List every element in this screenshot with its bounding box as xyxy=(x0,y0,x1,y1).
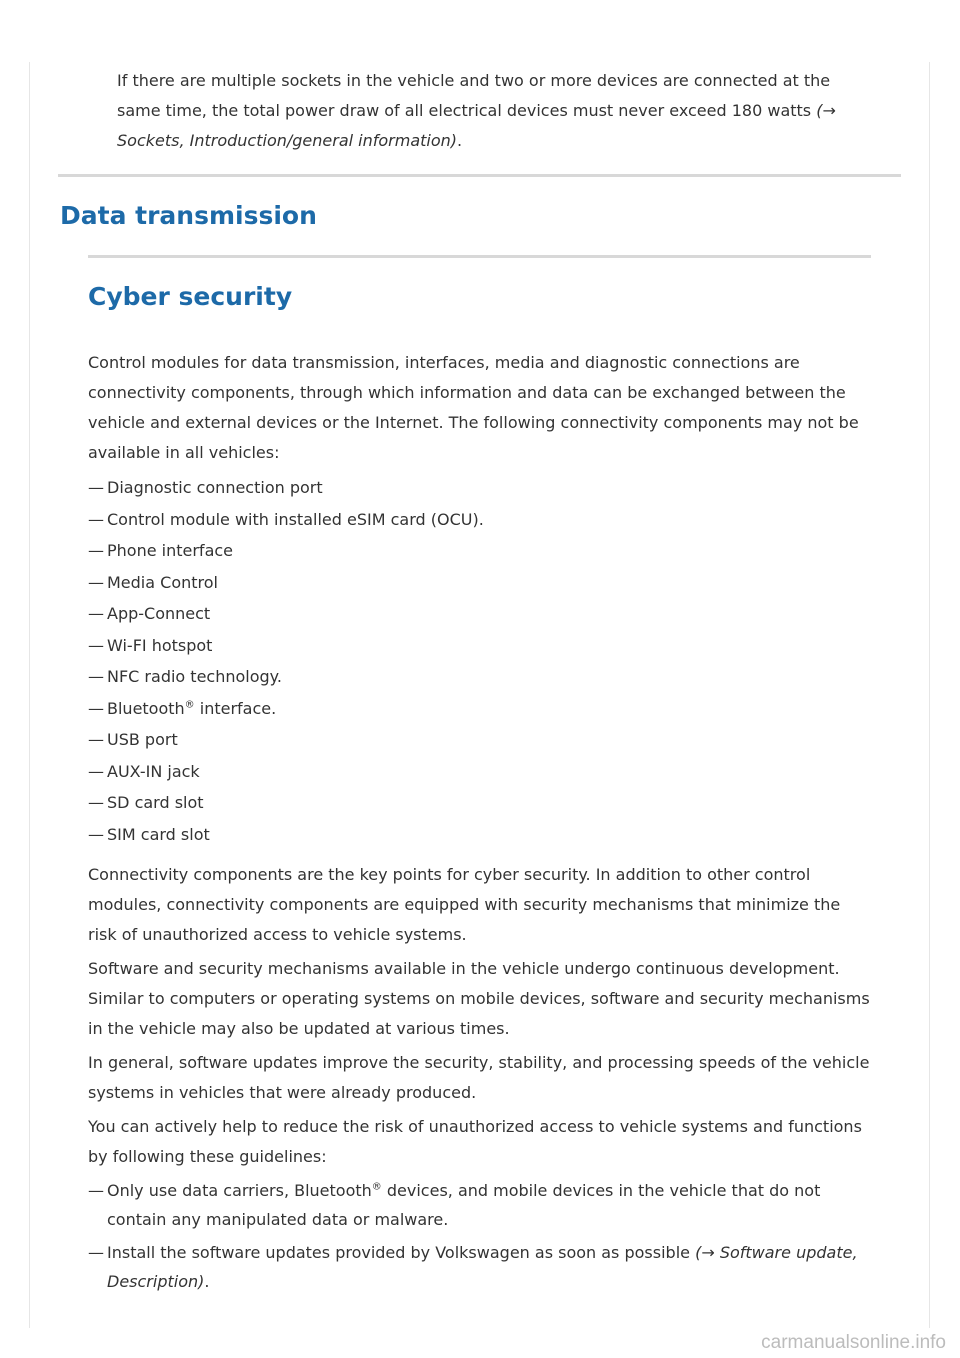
list-dash: — xyxy=(88,761,104,781)
list-item xyxy=(88,724,873,756)
section-title: Data transmission xyxy=(60,201,317,230)
list-item-text: Phone interface xyxy=(107,541,234,560)
guideline-text: Only use data carriers, Bluetooth xyxy=(107,1181,372,1200)
list-dash: — xyxy=(88,541,104,560)
list-item-text: USB port xyxy=(107,730,178,749)
cyber-security-paragraph: Connectivity components are the key points for cyber security. In addition to other control modules, connectivity components are equipped with security mechanisms that minimize the risk of unauthorized access to vehicle systems. xyxy=(88,865,841,944)
section-divider xyxy=(58,174,901,177)
list-dash: — xyxy=(88,730,104,749)
list-item xyxy=(88,693,873,725)
list-item xyxy=(88,819,873,851)
connectivity-components-list xyxy=(88,472,873,850)
list-dash: — xyxy=(88,509,104,529)
connectivity-intro-paragraph: Control modules for data transmission, interfaces, media and diagnostic connections are connectivity components, through which information and data can be exchanged between the vehicle and external devices or the Internet. The following connectivity components may not be available in all vehicles: xyxy=(88,353,859,462)
guidelines-list xyxy=(88,1176,873,1296)
subsection-divider xyxy=(88,255,871,258)
list-item xyxy=(88,756,873,788)
subsection-title: Cyber security xyxy=(88,282,293,311)
watermark-text: carmanualsonline.info xyxy=(761,1332,946,1353)
intro-paragraph: If there are multiple sockets in the vehicle and two or more devices are connected at the same time, the total power draw of all electrical devices must never exceed 180 watts (→ Sockets, Introduction/general information). xyxy=(117,71,836,150)
list-item-text: Diagnostic connection port xyxy=(107,478,323,497)
list-item-text: Control module with installed eSIM card (OCU). xyxy=(107,509,484,529)
software-updates-paragraph: In general, software updates improve the security, stability, and processing speeds of the vehicle systems in vehicles that were already produced. xyxy=(88,1053,870,1102)
list-item-text: Bluetooth xyxy=(107,698,185,718)
list-item xyxy=(88,504,873,536)
list-dash: — xyxy=(88,478,104,497)
list-dash: — xyxy=(88,698,104,718)
list-item-text: AUX-IN jack xyxy=(107,761,200,781)
list-item xyxy=(88,535,873,567)
list-item xyxy=(88,630,873,662)
guideline-item xyxy=(88,1238,873,1296)
list-item-text-rest: interface. xyxy=(194,698,277,718)
left-margin-line xyxy=(29,62,30,1328)
list-item xyxy=(88,472,873,504)
list-item xyxy=(88,598,873,630)
list-item-text: SD card slot xyxy=(107,793,204,812)
list-item xyxy=(88,661,873,693)
list-item-text: Wi-FI hotspot xyxy=(107,635,213,655)
sockets-cross-reference-link[interactable]: (→ Sockets, Introduction/general information) xyxy=(117,101,836,150)
list-item-text: App-Connect xyxy=(107,604,211,623)
registered-mark: ® xyxy=(184,699,195,711)
list-item xyxy=(88,787,873,819)
list-dash: — xyxy=(88,635,104,655)
list-item-text: NFC radio technology. xyxy=(107,667,282,686)
list-item-text: Media Control xyxy=(107,572,218,592)
list-dash: — xyxy=(88,667,104,686)
guideline-text: Install the software updates provided by Volkswagen as soon as possible xyxy=(107,1243,696,1262)
list-dash: — xyxy=(88,1243,104,1262)
software-update-cross-reference-link[interactable]: (→ Software update, Description) xyxy=(107,1243,858,1291)
list-dash: — xyxy=(88,824,104,844)
list-dash: — xyxy=(88,604,104,623)
list-item xyxy=(88,567,873,599)
guidelines-intro-paragraph: You can actively help to reduce the risk of unauthorized access to vehicle systems and functions by following these guidelines: xyxy=(88,1117,862,1166)
right-margin-line xyxy=(929,62,930,1328)
list-dash: — xyxy=(88,1181,104,1200)
guideline-end: . xyxy=(204,1272,210,1291)
list-item-text: SIM card slot xyxy=(107,824,210,844)
software-development-paragraph: Software and security mechanisms available in the vehicle undergo continuous development. Similar to computers or operating systems on mobile devices, software and security mechanisms in the vehicle may also be updated at various times. xyxy=(88,959,870,1038)
subsection-body xyxy=(88,348,873,1300)
guideline-text-rest: devices, and mobile devices in the vehicle that do not contain any manipulated data or malware. xyxy=(107,1181,821,1229)
registered-mark: ® xyxy=(371,1181,382,1193)
list-dash: — xyxy=(88,572,104,592)
guideline-item xyxy=(88,1176,873,1234)
list-dash: — xyxy=(88,793,104,812)
